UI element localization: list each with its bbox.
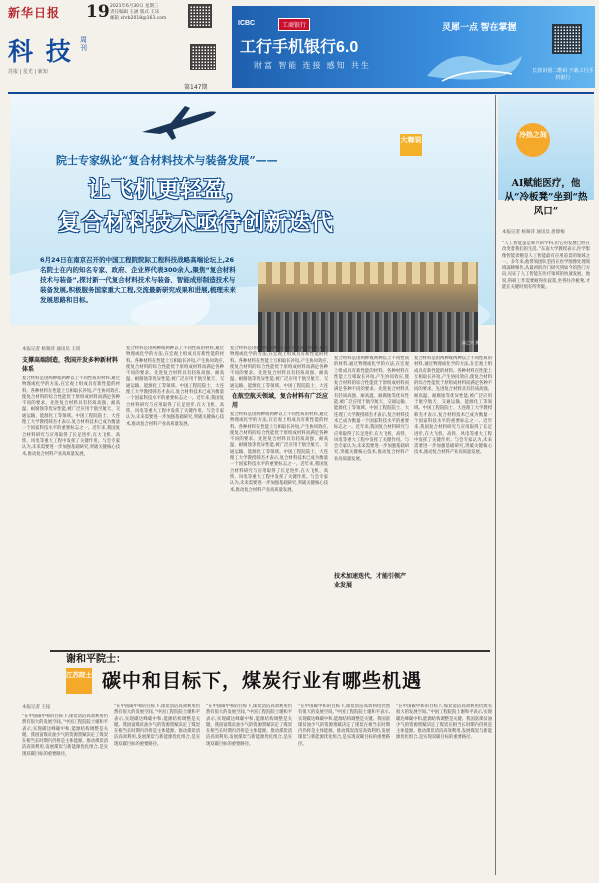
issue-number: 第147期 [184,84,208,91]
feature-column-2: 复合材料是由两种或两种以上不同性质的材料,通过物理或化学的方法,在宏观上组成具有新性能的材料。各种材料在性能上互相取长补短,产生协同效应,使复合材料的综合性能优于原组成材料而满足各种不同的要求。先进复合材料具有轻质高强、耐高温、耐腐蚀等优异性能,被广泛应用于航空航天、交通运输、能源化工等领域。中国工程院院士、大连理工大学教授韩杰才表示,复合材料技术已成为衡量一个国家科技水平的重要标志之一。近年来,我国复合材料研究与应用取得了长足进步,在大飞机、高铁、风电等重大工程中发挥了关键作用。与会专家认为,未来需要进一步加强基础研究,突破关键核心技术,推动复合材料产业高质量发展。 [126,346,224,427]
email-line: 邮箱 xhrb2018@163.com [110,16,167,21]
feature-byline: 本报记者 杨频萍 通讯员 王琦 [22,347,81,352]
sidebar-article [498,95,594,875]
qr-code-icon[interactable] [552,24,582,54]
section-weekly-label: 周刊 [80,36,87,52]
feature-column-3a: 复合材料是由两种或两种以上不同性质的材料,通过物理或化学的方法,在宏观上组成具有新性能的材料。各种材料在性能上互相取长补短,产生协同效应,使复合材料的综合性能优于原组成材料而满足各种不同的要求。先进复合材料具有轻质高强、耐高温、耐腐蚀等优异性能,被广泛应用于航空航天、交通运输、能源化工等领域。中国工程院院士、大连 [230,346,328,389]
feature-subhead-5: 技术加速迭代，才能引领产业发展 [334,572,409,590]
ad-right-text: 灵犀一点 智在掌握 [442,22,517,32]
feature-deck: 院士专家纵论“复合材料技术与装备发展”—— [56,154,278,167]
feature-subhead-4: 在航空航天领域，复合材料有广泛应用 [232,393,329,409]
date-line: 2021年6月30日 星期三 [110,4,159,9]
sidebar-tag: 冷热之间 [516,123,550,157]
page-number: 19 [86,2,110,22]
sidebar-byline: 本报记者 杨频萍 通讯员 唐锦梅 [502,230,565,235]
feature-column-5: 复合材料是由两种或两种以上不同性质的材料,通过物理或化学的方法,在宏观上组成具有新性能的材料。各种材料在性能上互相取长补短,产生协同效应,使复合材料的综合性能优于原组成材料而满足各种不同的要求。先进复合材料具有轻质高强、耐高温、耐腐蚀等优异性能,被广泛应用于航空航天、交通运输、能源化工等领域。中国工程院院士、大连理工大学教授韩杰才表示,复合材料技术已成为衡量一个国家科技水平的重要标志之一。近年来,我国复合材料研究与应用取得了长足进步,在大飞机、高铁、风电等重大工程中发挥了关键作用。与会专家认为,未来需要进一步加强基础研究,突破关键核心技术,推动复合材料产业高质量发展。 [414,356,492,456]
feature-subhead-1: 支撑高端制造，我国开发多种新材料体系 [22,357,119,373]
photo-caption: 高之兴 摄 [462,340,480,345]
ad-bank-en: ICBC [238,20,256,27]
conference-photo [258,262,478,352]
feature-column-1: 复合材料是由两种或两种以上不同性质的材料,通过物理或化学的方法,在宏观上组成具有新性能的材料。各种材料在性能上互相取长补短,产生协同效应,使复合材料的综合性能优于原组成材料而满足各种不同的要求。先进复合材料具有轻质高强、耐高温、耐腐蚀等优异性能,被广泛应用于航空航天、交通运输、能源化工等领域。中国工程院院士、大连理工大学教授韩杰才表示,复合材料技术已成为衡量一个国家科技水平的重要标志之一。近年来,我国复合材料研究与应用取得了长足进步,在大飞机、高铁、风电等重大工程中发挥了关键作用。与会专家认为,未来需要进一步加强基础研究,突破关键核心技术,推动复合材料产业高质量发展。 [22,376,120,457]
editor-line: 责任编辑 王涵 版式 王乐 [110,10,160,15]
feature-headline-1: 让飞机更轻盈， [88,177,250,203]
bottom-column-2: “在中国碳中和的目标下,煤炭清洁高效利用仍然有很大的发展空间。”中国工程院院士谢和平表示,实现碳达峰碳中和,能源结构调整是关键。我国富煤贫油少气的资源禀赋决定了煤炭在相当长时期内仍将是主体能源。推动煤炭清洁高效利用,发展煤炭与新能源优化组合,是实现双碳目标的重要路径。 [114,704,200,747]
sidebar-text: “人工智能虽是新兴的学科,但它的发展已经在改变着我们的生活。”东南大学教授表示,医学影像智能诊断是人工智能最有应用前景的领域之一。多年来,他带领团队坚持在医学图像处理领域深耕细作,从最初的冷门研究到如今的热门方向,见证了人工智能在医疗领域的快速发展。他说,科研工作需要耐得住寂寞,坐得住冷板凳,才能在关键时刻有所突破。 [502,241,590,291]
feature-summary: 6月24日在南京召开的中国工程院院际工程科技战略高端论坛上,26名院士在内的知名专家、政府、企业界代表300余人,聚焦“复合材料技术与装备”,探讨新一代复合材料技术与装备、智能成形制造技术与装备发展,积极服务国家重大工程,交流最新研究成果和进展,梳理未来发展思路和目标。 [40,256,236,304]
header-rule [8,92,594,94]
airplane-icon [140,102,220,142]
feature-tag: 大咖说 [400,134,422,156]
bottom-deck: 谢和平院士： [66,654,126,665]
qr-code-icon [190,44,216,70]
bottom-tag: 江苏院士 [66,668,92,694]
bottom-byline: 本报记者 王拓 [22,705,51,710]
section-title: 科 技 [8,37,73,66]
sidebar-divider [495,95,496,875]
ad-title: 工行手机银行6.0 [240,39,359,56]
bottom-column-5: “在中国碳中和的目标下,煤炭清洁高效利用仍然有很大的发展空间。”中国工程院院士谢和平表示,实现碳达峰碳中和,能源结构调整是关键。我国富煤贫油少气的资源禀赋决定了煤炭在相当长时期内仍将是主体能源。推动煤炭清洁高效利用,发展煤炭与新能源优化组合,是实现双碳目标的重要路径。 [396,704,492,741]
bottom-column-1: “在中国碳中和的目标下,煤炭清洁高效利用仍然有很大的发展空间。”中国工程院院士谢和平表示,实现碳达峰碳中和,能源结构调整是关键。我国富煤贫油少气的资源禀赋决定了煤炭在相当长时期内仍将是主体能源。推动煤炭清洁高效利用,发展煤炭与新能源优化组合,是实现双碳目标的重要路径。 [22,714,108,757]
feature-headline-2: 复合材料技术亟待创新迭代 [58,210,335,236]
feature-column-4: 复合材料是由两种或两种以上不同性质的材料,通过物理或化学的方法,在宏观上组成具有新性能的材料。各种材料在性能上互相取长补短,产生协同效应,使复合材料的综合性能优于原组成材料而满足各种不同的要求。先进复合材料具有轻质高强、耐高温、耐腐蚀等优异性能,被广泛应用于航空航天、交通运输、能源化工等领域。中国工程院院士、大连理工大学教授韩杰才表示,复合材料技术已成为衡量一个国家科技水平的重要标志之一。近年来,我国复合材料研究与应用取得了长足进步,在大飞机、高铁、风电等重大工程中发挥了关键作用。与会专家认为,未来需要进一步加强基础研究,突破关键核心技术,推动复合材料产业高质量发展。 [334,356,409,462]
ad-slogan: 财富 智能 连接 感知 共生 [254,61,371,70]
bank-ad-banner[interactable] [232,6,595,88]
bottom-column-4: “在中国碳中和的目标下,煤炭清洁高效利用仍然有很大的发展空间。”中国工程院院士谢和平表示,实现碳达峰碳中和,能源结构调整是关键。我国富煤贫油少气的资源禀赋决定了煤炭在相当长时期内仍将是主体能源。推动煤炭清洁高效利用,发展煤炭与新能源优化组合,是实现双碳目标的重要路径。 [298,704,390,747]
bottom-column-3: “在中国碳中和的目标下,煤炭清洁高效利用仍然有很大的发展空间。”中国工程院院士谢和平表示,实现碳达峰碳中和,能源结构调整是关键。我国富煤贫油少气的资源禀赋决定了煤炭在相当长时期内仍将是主体能源。推动煤炭清洁高效利用,发展煤炭与新能源优化组合,是实现双碳目标的重要路径。 [206,704,292,747]
newspaper-logo: 新华日报 [8,6,61,20]
feature-column-3b: 复合材料是由两种或两种以上不同性质的材料,通过物理或化学的方法,在宏观上组成具有新性能的材料。各种材料在性能上互相取长补短,产生协同效应,使复合材料的综合性能优于原组成材料而满足各种不同的要求。先进复合材料具有轻质高强、耐高温、耐腐蚀等优异性能,被广泛应用于航空航天、交通运输、能源化工等领域。中国工程院院士、大连理工大学教授韩杰才表示,复合材料技术已成为衡量一个国家科技水平的重要标志之一。近年来,我国复合材料研究与应用取得了长足进步,在大飞机、高铁、风电等重大工程中发挥了关键作用。与会专家认为,未来需要进一步加强基础研究,突破关键核心技术,推动复合材料产业高质量发展。 [230,412,328,493]
qr-code-icon [188,4,212,28]
ceiling-lights [258,262,478,284]
dolphin-icon [422,36,532,86]
bottom-headline: 碳中和目标下，煤炭行业有哪些机遇 [102,670,423,692]
ad-bank-cn: 工商银行 [278,18,310,31]
section-subinfo: 苏报 | 星光 | 新知 [8,69,48,75]
ad-caption: 长按识别二维码 下载工行手机银行 [532,68,594,81]
sidebar-title: AI赋能医疗，他从“冷板凳”坐到“热风口” [504,178,588,217]
